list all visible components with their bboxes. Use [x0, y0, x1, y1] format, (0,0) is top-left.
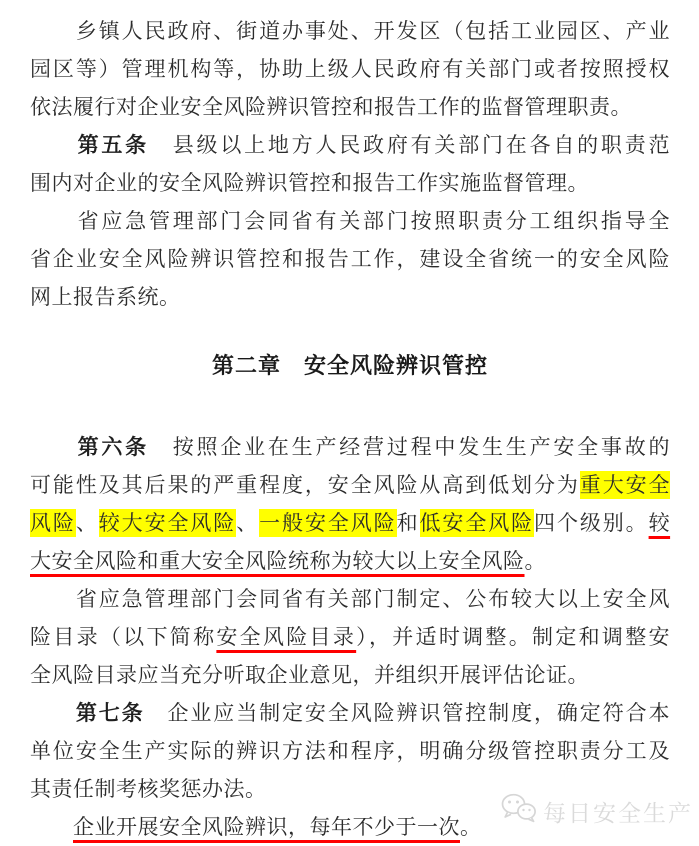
text-run: 、: [75, 511, 99, 535]
paragraphs-top: [30, 12, 670, 316]
text-run: 围内对企业的安全风险辨识管控和报告工作实施监督管理。: [30, 171, 589, 195]
text-line: [30, 466, 670, 504]
text-run: 险目录（以下简称: [30, 625, 217, 649]
wechat-watermark: [500, 792, 693, 830]
text-run: [30, 701, 76, 725]
highlighted-text: 风险: [30, 511, 76, 535]
text-line: [30, 164, 670, 202]
text-line: [30, 732, 670, 770]
text-run: 乡镇人民政府、街道办事处、开发区（包括工业园区、产业: [30, 19, 670, 43]
text-run: 企业应当制定安全风险辨识管控制度，确定符合本: [144, 701, 671, 725]
text-run: 按照企业在生产经营过程中发生生产安全事故的: [148, 435, 671, 459]
text-run: 网上报告系统。: [30, 285, 181, 309]
text-line: [30, 278, 670, 316]
text-run: 。: [524, 549, 546, 573]
text-run: 。: [460, 815, 482, 839]
text-run: 县级以上地方人民政府有关部门在各自的职责范: [148, 133, 671, 157]
wechat-icon: [500, 792, 538, 830]
text-line: [30, 202, 670, 240]
text-run: 省企业安全风险辨识管控和报告工作，建设全省统一的安全风险: [30, 247, 670, 271]
text-line: [30, 542, 670, 580]
text-run: 四个级别。: [534, 511, 649, 535]
text-line: [30, 504, 670, 542]
text-run: 园区等）管理机构等，协助上级人民政府有关部门或者按照授权: [30, 57, 670, 81]
text-run: 单位安全生产实际的辨识方法和程序，明确分级管控职责分工及: [30, 739, 670, 763]
paragraphs-bottom: [30, 428, 670, 846]
text-run: 其责任制考核奖惩办法。: [30, 777, 267, 801]
text-line: [30, 428, 670, 466]
red-underlined-text: 企业开展安全风险辨识，每年不少于一次: [73, 815, 460, 839]
highlighted-text: 低安全风险: [419, 511, 535, 535]
text-line: [30, 694, 670, 732]
text-line: [30, 12, 670, 50]
text-run: [30, 133, 78, 157]
bold-article-label: 第五条: [77, 133, 149, 157]
text-run: 依法履行对企业安全风险辨识管控和报告工作的监督管理职责。: [30, 95, 632, 119]
text-line: [30, 618, 670, 656]
chapter-heading: 第二章 安全风险辨识管控: [211, 353, 488, 378]
bold-article-label: 第七条: [75, 701, 145, 725]
text-line: [30, 50, 670, 88]
text-run: 可能性及其后果的严重程度，安全风险从高到低划分为: [30, 473, 580, 497]
highlighted-text: 一般安全风险: [259, 511, 397, 535]
text-run: 省应急管理部门会同省有关部门按照职责分工组织指导全: [30, 209, 670, 233]
text-run: 、: [236, 511, 260, 535]
watermark-label: 每日安全生产: [543, 800, 693, 826]
text-line: [30, 88, 670, 126]
text-run: 省应急管理部门会同省有关部门制定、公布较大以上安全风: [30, 587, 670, 611]
text-run: 全风险目录应当充分听取企业意见，并组织开展评估论证。: [30, 663, 589, 687]
text-line: [30, 656, 670, 694]
text-run: ），并适时调整。制定和调整安: [356, 625, 671, 649]
highlighted-text: 重大安全: [579, 473, 671, 497]
highlighted-text: 较大安全风险: [98, 511, 237, 535]
red-underlined-text: 大安全风险和重大安全风险统称为较大以上安全风险: [30, 549, 525, 573]
red-underlined-text: 较: [648, 511, 671, 535]
text-run: [30, 815, 73, 839]
text-line: [30, 126, 670, 164]
text-run: [30, 435, 78, 459]
text-line: [30, 580, 670, 618]
text-line: [30, 240, 670, 278]
red-underlined-text: 安全风险目录: [216, 625, 357, 649]
bold-article-label: 第六条: [77, 435, 149, 459]
text-run: 和: [396, 511, 420, 535]
